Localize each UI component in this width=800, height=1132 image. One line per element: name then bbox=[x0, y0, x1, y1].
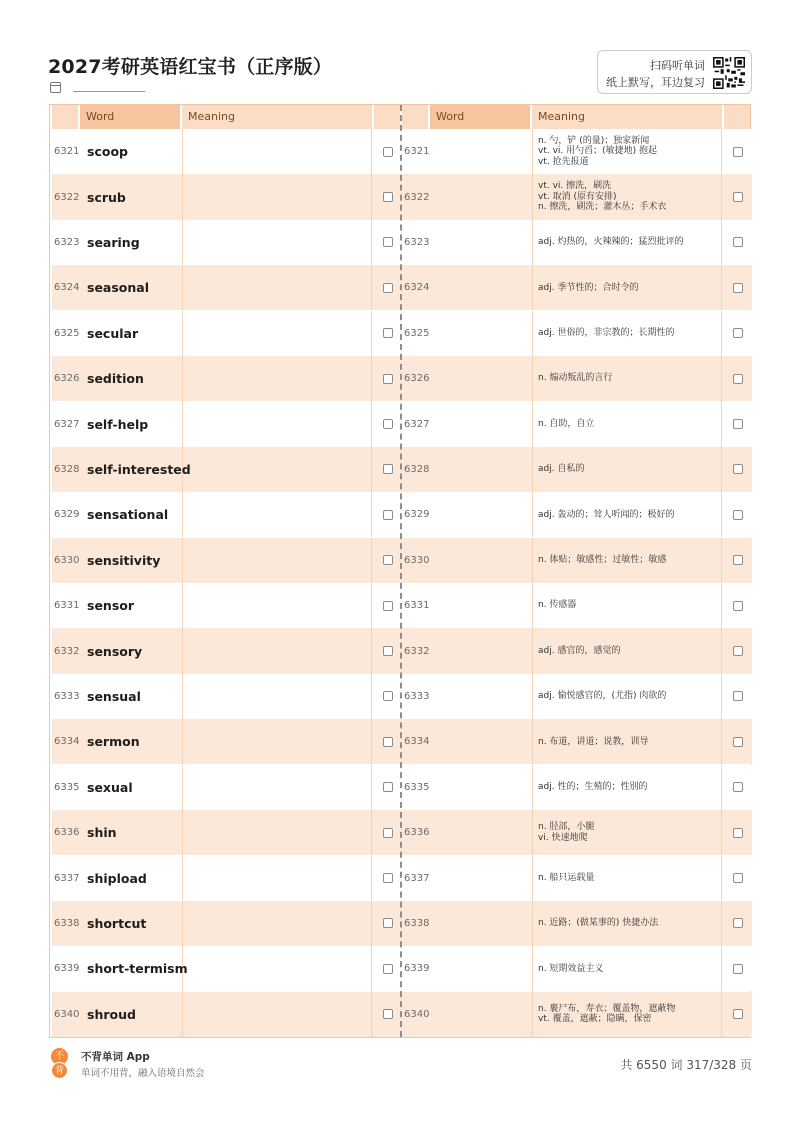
meaning-line: n. 近路；(做某事的) 快捷办法 bbox=[538, 918, 659, 929]
word-number: 6336 bbox=[404, 827, 430, 839]
table-row bbox=[52, 901, 402, 946]
word-number: 6329 bbox=[54, 509, 80, 521]
meaning-cell[interactable] bbox=[182, 538, 372, 583]
table-row bbox=[52, 174, 402, 219]
mastered-checkbox[interactable] bbox=[733, 374, 743, 384]
table-row bbox=[52, 674, 402, 719]
mastered-checkbox[interactable] bbox=[733, 237, 743, 247]
mastered-checkbox[interactable] bbox=[383, 283, 393, 293]
word-number: 6340 bbox=[54, 1008, 80, 1020]
word-number: 6326 bbox=[404, 373, 430, 385]
word-number: 6335 bbox=[404, 781, 430, 793]
mastered-checkbox[interactable] bbox=[383, 828, 393, 838]
table-row bbox=[52, 810, 402, 855]
word-number: 6325 bbox=[54, 327, 80, 339]
table-row bbox=[402, 356, 752, 401]
meaning-text bbox=[538, 946, 722, 991]
mastered-checkbox[interactable] bbox=[383, 873, 393, 883]
meaning-line: n. 布道，讲道；说教，训导 bbox=[538, 736, 649, 747]
table-row bbox=[52, 583, 402, 628]
meaning-line: n. 擦洗，刷洗；灌木丛；手术衣 bbox=[538, 202, 667, 213]
mastered-checkbox[interactable] bbox=[383, 510, 393, 520]
word-text: scrub bbox=[87, 189, 126, 205]
word-number: 6333 bbox=[404, 690, 430, 702]
qr-caption bbox=[606, 57, 705, 91]
qr-code-icon[interactable] bbox=[713, 57, 745, 89]
word-number: 6339 bbox=[404, 963, 430, 975]
mastered-checkbox[interactable] bbox=[383, 1009, 393, 1019]
table-header-left bbox=[52, 105, 402, 129]
table-row bbox=[52, 719, 402, 764]
meaning-cell[interactable] bbox=[182, 447, 372, 492]
mastered-checkbox[interactable] bbox=[383, 419, 393, 429]
word-text: sensational bbox=[87, 507, 169, 523]
meaning-line: n. 自助，自立 bbox=[538, 418, 595, 429]
word-text: sensory bbox=[87, 643, 143, 659]
word-number: 6321 bbox=[404, 146, 430, 158]
page-footer bbox=[48, 1046, 752, 1082]
word-number: 6323 bbox=[54, 236, 80, 248]
meaning-cell[interactable] bbox=[182, 855, 372, 900]
table-row bbox=[402, 447, 752, 492]
meaning-line: vt. 覆盖，遮蔽；隐瞒，保密 bbox=[538, 1014, 652, 1025]
word-number: 6332 bbox=[54, 645, 80, 657]
page-info: 共 6550 词 317/328 页 bbox=[620, 1058, 752, 1072]
meaning-text bbox=[538, 901, 722, 946]
meaning-cell[interactable] bbox=[182, 492, 372, 537]
mastered-checkbox[interactable] bbox=[383, 237, 393, 247]
word-number: 6321 bbox=[54, 146, 80, 158]
table-row bbox=[402, 946, 752, 991]
mastered-checkbox[interactable] bbox=[383, 964, 393, 974]
mastered-checkbox[interactable] bbox=[733, 964, 743, 974]
table-row bbox=[52, 129, 402, 174]
word-number: 6338 bbox=[54, 917, 80, 929]
word-number: 6336 bbox=[54, 827, 80, 839]
table-row bbox=[52, 311, 402, 356]
mastered-checkbox[interactable] bbox=[383, 601, 393, 611]
meaning-cell[interactable] bbox=[182, 628, 372, 673]
meaning-text bbox=[538, 855, 722, 900]
word-text: short-termism bbox=[87, 961, 188, 977]
word-number: 6337 bbox=[404, 872, 430, 884]
table-row bbox=[52, 992, 402, 1037]
mastered-checkbox[interactable] bbox=[383, 555, 393, 565]
word-number: 6322 bbox=[54, 191, 80, 203]
mastered-checkbox[interactable] bbox=[733, 828, 743, 838]
word-number: 6332 bbox=[404, 645, 430, 657]
meaning-cell[interactable] bbox=[182, 992, 372, 1037]
word-number: 6329 bbox=[404, 509, 430, 521]
meaning-line: vi. 快速地爬 bbox=[538, 832, 588, 843]
meaning-cell[interactable] bbox=[182, 129, 372, 174]
word-number: 6326 bbox=[54, 373, 80, 385]
word-text: shroud bbox=[87, 1006, 136, 1022]
meaning-cell[interactable] bbox=[182, 174, 372, 219]
header-number-cell bbox=[52, 105, 78, 129]
meaning-text bbox=[538, 401, 722, 446]
table-row bbox=[402, 628, 752, 673]
meaning-text bbox=[538, 674, 722, 719]
meaning-text bbox=[538, 129, 722, 174]
mastered-checkbox[interactable] bbox=[733, 646, 743, 656]
table-row bbox=[402, 583, 752, 628]
mastered-checkbox[interactable] bbox=[383, 782, 393, 792]
meaning-text bbox=[538, 356, 722, 401]
word-number: 6324 bbox=[404, 282, 430, 294]
mastered-checkbox[interactable] bbox=[733, 283, 743, 293]
meaning-line: adj. 自私的 bbox=[538, 464, 585, 475]
word-text: scoop bbox=[87, 144, 128, 160]
table-row bbox=[402, 174, 752, 219]
mastered-checkbox[interactable] bbox=[733, 555, 743, 565]
meaning-line: n. 勺，铲 (的量)；独家新闻 bbox=[538, 135, 650, 146]
meaning-text bbox=[538, 174, 722, 219]
meaning-cell[interactable] bbox=[182, 265, 372, 310]
date-field bbox=[50, 82, 145, 93]
table-row bbox=[52, 220, 402, 265]
meaning-text bbox=[538, 583, 722, 628]
word-text: self-help bbox=[87, 416, 149, 432]
meaning-line: n. 裹尸布，寿衣；覆盖物，遮蔽物 bbox=[538, 1003, 676, 1014]
meaning-line: adj. 轰动的；耸人听闻的；极好的 bbox=[538, 509, 675, 520]
meaning-line: vt. vi. 擦洗，刷洗 bbox=[538, 181, 612, 192]
mastered-checkbox[interactable] bbox=[733, 147, 743, 157]
word-number: 6330 bbox=[54, 554, 80, 566]
table-row bbox=[52, 946, 402, 991]
app-logo bbox=[48, 1048, 72, 1080]
mastered-checkbox[interactable] bbox=[733, 510, 743, 520]
word-text: sensor bbox=[87, 598, 135, 614]
table-row bbox=[52, 401, 402, 446]
table-row bbox=[402, 855, 752, 900]
mastered-checkbox[interactable] bbox=[383, 464, 393, 474]
word-number: 6333 bbox=[54, 690, 80, 702]
meaning-cell[interactable] bbox=[182, 583, 372, 628]
table-row bbox=[402, 765, 752, 810]
meaning-line: adj. 感官的，感觉的 bbox=[538, 645, 621, 656]
logo-badge-bottom: 背 bbox=[51, 1062, 68, 1079]
meaning-line: n. 煽动叛乱的言行 bbox=[538, 373, 613, 384]
word-text: self-interested bbox=[87, 461, 191, 477]
vocab-sheet bbox=[49, 104, 751, 1038]
page-title: 2027考研英语红宝书（正序版） bbox=[48, 56, 333, 78]
logo-badge-top: 不 bbox=[51, 1048, 68, 1065]
word-number: 6324 bbox=[54, 282, 80, 294]
meaning-line: adj. 世俗的，非宗教的；长期性的 bbox=[538, 327, 675, 338]
page-header bbox=[48, 46, 752, 98]
meaning-text bbox=[538, 810, 722, 855]
meaning-line: adj. 灼热的，火辣辣的；猛烈批评的 bbox=[538, 237, 684, 248]
table-row bbox=[402, 810, 752, 855]
word-number: 6328 bbox=[54, 463, 80, 475]
meaning-cell[interactable] bbox=[182, 901, 372, 946]
header-word: Word bbox=[80, 105, 180, 129]
table-row bbox=[402, 401, 752, 446]
meaning-cell[interactable] bbox=[182, 401, 372, 446]
word-number: 6335 bbox=[54, 781, 80, 793]
table-row bbox=[52, 765, 402, 810]
word-number: 6327 bbox=[404, 418, 430, 430]
header-check-cell bbox=[724, 105, 750, 129]
mastered-checkbox[interactable] bbox=[383, 737, 393, 747]
mastered-checkbox[interactable] bbox=[733, 737, 743, 747]
meaning-line: adj. 愉悦感官的，(尤指) 肉欲的 bbox=[538, 691, 667, 702]
meaning-cell[interactable] bbox=[182, 674, 372, 719]
header-check-cell bbox=[374, 105, 400, 129]
mastered-checkbox[interactable] bbox=[733, 601, 743, 611]
meaning-line: adj. 季节性的；合时令的 bbox=[538, 282, 639, 293]
meaning-text bbox=[538, 992, 722, 1037]
meaning-line: n. 船只运载量 bbox=[538, 872, 595, 883]
table-row bbox=[402, 311, 752, 356]
meaning-cell[interactable] bbox=[182, 311, 372, 356]
table-row bbox=[402, 129, 752, 174]
word-number: 6331 bbox=[54, 600, 80, 612]
word-number: 6339 bbox=[54, 963, 80, 975]
mastered-checkbox[interactable] bbox=[733, 873, 743, 883]
date-blank-line bbox=[73, 84, 145, 92]
table-row bbox=[52, 265, 402, 310]
table-row bbox=[402, 992, 752, 1037]
meaning-cell[interactable] bbox=[182, 765, 372, 810]
meaning-cell[interactable] bbox=[182, 356, 372, 401]
table-row bbox=[52, 492, 402, 537]
header-meaning: Meaning bbox=[182, 105, 372, 129]
table-row bbox=[402, 220, 752, 265]
word-number: 6322 bbox=[404, 191, 430, 203]
meaning-text bbox=[538, 628, 722, 673]
table-row bbox=[402, 674, 752, 719]
table-row bbox=[52, 628, 402, 673]
meaning-text bbox=[538, 765, 722, 810]
table-row bbox=[402, 265, 752, 310]
meaning-text bbox=[538, 220, 722, 265]
mastered-checkbox[interactable] bbox=[733, 419, 743, 429]
header-meaning: Meaning bbox=[532, 105, 722, 129]
meaning-line: vt. 取消 (原有安排) bbox=[538, 191, 617, 202]
table-row bbox=[402, 538, 752, 583]
table-row bbox=[402, 901, 752, 946]
word-text: seasonal bbox=[87, 280, 149, 296]
word-number: 6330 bbox=[404, 554, 430, 566]
recall-column-word-side bbox=[52, 105, 402, 1037]
mastered-checkbox[interactable] bbox=[733, 464, 743, 474]
meaning-line: n. 短期效益主义 bbox=[538, 963, 604, 974]
word-text: sexual bbox=[87, 779, 133, 795]
mastered-checkbox[interactable] bbox=[733, 918, 743, 928]
mastered-checkbox[interactable] bbox=[733, 328, 743, 338]
table-row bbox=[52, 356, 402, 401]
table-row bbox=[52, 538, 402, 583]
mastered-checkbox[interactable] bbox=[733, 1009, 743, 1019]
word-number: 6340 bbox=[404, 1008, 430, 1020]
mastered-checkbox[interactable] bbox=[733, 691, 743, 701]
meaning-line: adj. 性的；生殖的；性别的 bbox=[538, 781, 648, 792]
meaning-cell[interactable] bbox=[182, 719, 372, 764]
word-text: shortcut bbox=[87, 915, 147, 931]
word-number: 6334 bbox=[404, 736, 430, 748]
table-header-right bbox=[402, 105, 752, 129]
meaning-text bbox=[538, 447, 722, 492]
word-text: searing bbox=[87, 234, 140, 250]
mastered-checkbox[interactable] bbox=[733, 782, 743, 792]
meaning-line: vt. 抢先报道 bbox=[538, 156, 589, 167]
meaning-line: n. 传感器 bbox=[538, 600, 577, 611]
word-text: sedition bbox=[87, 371, 144, 387]
meaning-text bbox=[538, 719, 722, 764]
mastered-checkbox[interactable] bbox=[383, 374, 393, 384]
mastered-checkbox[interactable] bbox=[383, 192, 393, 202]
meaning-line: n. 胫部，小腿 bbox=[538, 822, 595, 833]
meaning-cell[interactable] bbox=[182, 946, 372, 991]
app-name: 不背单词 App bbox=[81, 1051, 150, 1063]
word-number: 6323 bbox=[404, 236, 430, 248]
table-row bbox=[402, 719, 752, 764]
qr-caption-line1: 扫码听单词 bbox=[650, 59, 705, 72]
header-word: Word bbox=[430, 105, 530, 129]
word-number: 6327 bbox=[54, 418, 80, 430]
word-number: 6337 bbox=[54, 872, 80, 884]
word-number: 6325 bbox=[404, 327, 430, 339]
word-text: sensual bbox=[87, 688, 141, 704]
meaning-line: vt. vi. 用勺舀；(敏捷地) 抱起 bbox=[538, 146, 658, 157]
meaning-cell[interactable] bbox=[182, 220, 372, 265]
word-number: 6334 bbox=[54, 736, 80, 748]
word-text: sermon bbox=[87, 734, 140, 750]
meaning-text bbox=[538, 311, 722, 356]
word-number: 6331 bbox=[404, 600, 430, 612]
mastered-checkbox[interactable] bbox=[383, 328, 393, 338]
qr-caption-line2: 纸上默写，耳边复习 bbox=[606, 76, 705, 89]
table-row bbox=[52, 855, 402, 900]
calendar-icon bbox=[50, 82, 61, 93]
mastered-checkbox[interactable] bbox=[383, 147, 393, 157]
app-slogan: 单词不用背，融入语境自然会 bbox=[81, 1068, 205, 1079]
word-text: sensitivity bbox=[87, 552, 161, 568]
meaning-text bbox=[538, 265, 722, 310]
meaning-text bbox=[538, 492, 722, 537]
recall-column-meaning-side bbox=[402, 105, 752, 1037]
qr-card bbox=[597, 50, 752, 94]
mastered-checkbox[interactable] bbox=[383, 691, 393, 701]
word-number: 6338 bbox=[404, 917, 430, 929]
meaning-cell[interactable] bbox=[182, 810, 372, 855]
meaning-line: n. 体贴；敏感性；过敏性；敏感 bbox=[538, 554, 667, 565]
word-text: shipload bbox=[87, 870, 147, 886]
mastered-checkbox[interactable] bbox=[383, 646, 393, 656]
word-text: shin bbox=[87, 825, 117, 841]
mastered-checkbox[interactable] bbox=[733, 192, 743, 202]
meaning-text bbox=[538, 538, 722, 583]
table-row bbox=[402, 492, 752, 537]
header-number-cell bbox=[402, 105, 428, 129]
mastered-checkbox[interactable] bbox=[383, 918, 393, 928]
word-text: secular bbox=[87, 325, 139, 341]
word-number: 6328 bbox=[404, 463, 430, 475]
table-row bbox=[52, 447, 402, 492]
